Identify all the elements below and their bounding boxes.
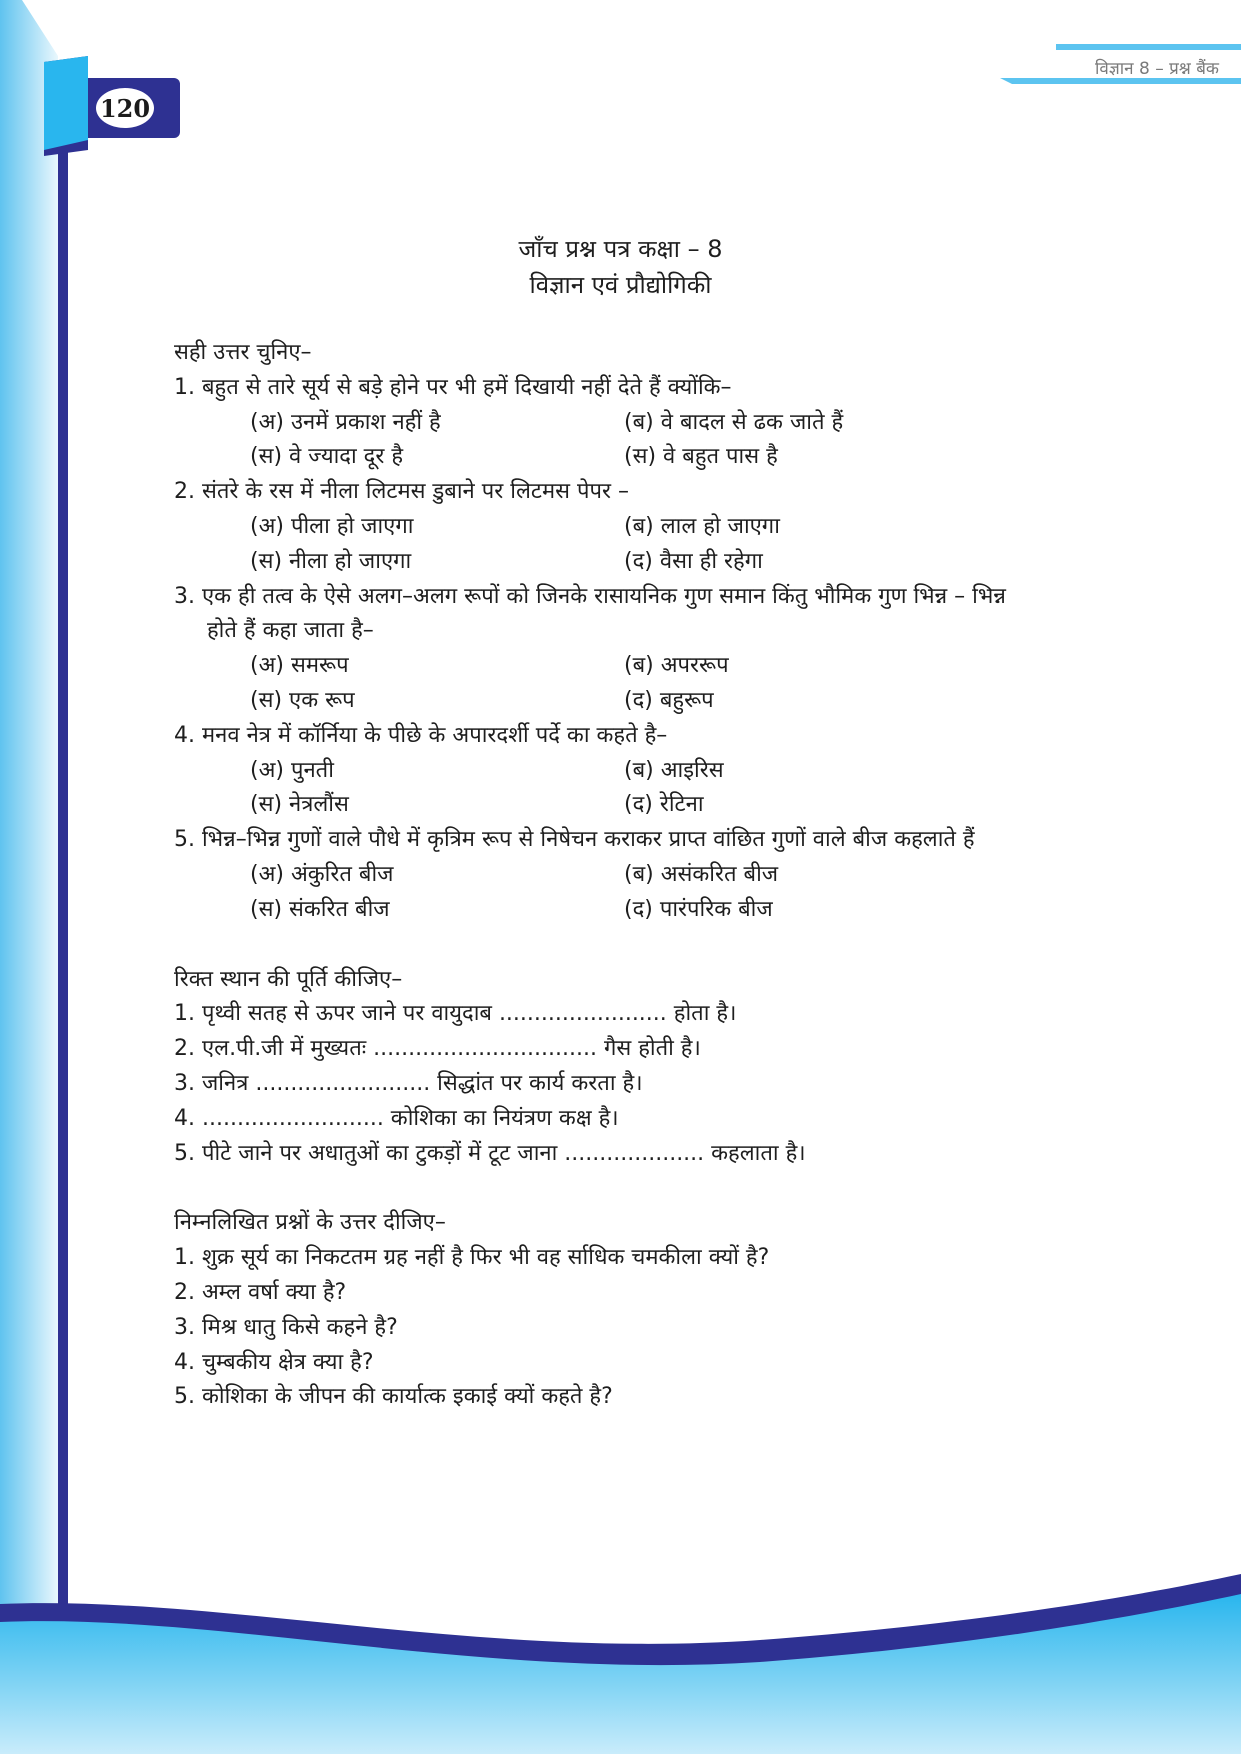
section-heading: सही उत्तर चुनिए–	[174, 340, 312, 365]
option-d: (द) वैसा ही रहेगा	[624, 548, 763, 574]
paper-subtitle: विज्ञान एवं प्रौद्योगिकी	[529, 271, 712, 299]
mcq-question-5	[174, 823, 1068, 927]
question-text: 2. संतरे के रस में नीला लिटमस डुबाने पर लिटमस पेपर –	[174, 479, 629, 505]
option-c: (स) एक रूप	[250, 687, 355, 713]
option-row	[174, 406, 1068, 441]
fill-blank-item: 2. एल.पी.जी में मुख्यतः ................................ गैस होती है।	[174, 1036, 701, 1062]
fill-blank-item: 5. पीटे जाने पर अधातुओं का टुकड़ों में टूट जाना .................... कहलाता है।	[174, 1140, 806, 1166]
fill-blanks-section	[174, 963, 1068, 1172]
option-c: (स) नेत्रलौंस	[250, 792, 349, 818]
mcq-question-1	[174, 371, 1068, 475]
mcq-question-3	[174, 580, 1068, 719]
option-c: (स) संकरित बीज	[250, 896, 390, 922]
fill-blank-item: 3. जनित्र ......................... सिद्धांत पर कार्य करता है।	[174, 1070, 643, 1096]
option-d: (द) पारंपरिक बीज	[624, 896, 773, 922]
mcq-question-4	[174, 719, 1068, 823]
option-row	[174, 858, 1068, 893]
running-header: विज्ञान 8 – प्रश्न बैंक	[1095, 59, 1219, 79]
question-text: 4. मनव नेत्र में कॉर्निया के पीछे के अपारदर्शी पर्दे का कहते है–	[174, 722, 668, 748]
short-answer-item: 3. मिश्र धातु किसे कहने है?	[174, 1314, 398, 1340]
option-a: (अ) पुनती	[250, 757, 334, 783]
short-answer-item: 2. अम्ल वर्षा क्या है?	[174, 1279, 347, 1305]
option-row	[174, 649, 1068, 684]
option-d: (स) वे बहुत पास है	[624, 444, 778, 470]
page-flag-front	[44, 56, 88, 150]
option-row	[174, 440, 1068, 475]
option-a: (अ) उनमें प्रकाश नहीं है	[250, 409, 441, 435]
option-a: (अ) पीला हो जाएगा	[250, 513, 414, 539]
question-text: 5. भिन्न–भिन्न गुणों वाले पौधे में कृत्रिम रूप से निषेचन कराकर प्राप्त वांछित गुणों वाले बीज कहलाते हैं	[174, 827, 975, 853]
section-heading: निम्नलिखित प्रश्नों के उत्तर दीजिए–	[174, 1210, 446, 1236]
short-answer-item: 1. शुक्र सूर्य का निकटतम ग्रह नहीं है फिर भी वह र्साधिक चमकीला क्यों है?	[174, 1245, 770, 1271]
option-row	[174, 788, 1068, 823]
fill-blank-item: 1. पृथ्वी सतह से ऊपर जाने पर वायुदाब ........................ होता है।	[174, 1001, 737, 1027]
option-a: (अ) अंकुरित बीज	[250, 861, 394, 887]
section-heading: रिक्त स्थान की पूर्ति कीजिए–	[174, 966, 403, 992]
header-stripe-top	[1056, 44, 1241, 50]
question-text-continued: होते हैं कहा जाता है–	[207, 618, 374, 644]
option-row	[174, 545, 1068, 580]
option-d: (द) बहुरूप	[624, 687, 714, 713]
option-b: (ब) वे बादल से ढक जाते हैं	[624, 409, 844, 435]
question-paper-body	[174, 336, 1068, 1415]
paper-title: जाँच प्रश्न पत्र कक्षा – 8	[518, 235, 723, 263]
option-row	[174, 893, 1068, 928]
mcq-section	[174, 336, 1068, 928]
fill-blank-item: 4. .......................... कोशिका का नियंत्रण कक्ष है।	[174, 1105, 619, 1131]
mcq-question-2	[174, 475, 1068, 579]
option-row	[174, 684, 1068, 719]
option-d: (द) रेटिना	[624, 792, 704, 818]
option-b: (ब) आइरिस	[624, 757, 724, 783]
option-c: (स) वे ज्यादा दूर है	[250, 444, 404, 470]
option-row	[174, 754, 1068, 789]
short-answer-item: 5. कोशिका के जीपन की कार्यात्क इकाई क्यों कहते है?	[174, 1384, 613, 1410]
page-number: 120	[96, 88, 154, 128]
option-c: (स) नीला हो जाएगा	[250, 548, 412, 574]
question-text: 1. बहुत से तारे सूर्य से बड़े होने पर भी हमें दिखायी नहीं देते हैं क्योंकि–	[174, 374, 732, 400]
question-text: 3. एक ही तत्व के ऐसे अलग–अलग रूपों को जिनके रासायनिक गुण समान किंतु भौमिक गुण भिन्न – भिन्न	[174, 583, 1006, 609]
option-a: (अ) समरूप	[250, 653, 349, 679]
short-answer-item: 4. चुम्बकीय क्षेत्र क्या है?	[174, 1349, 374, 1375]
short-answer-section	[174, 1206, 1068, 1415]
option-b: (ब) अपररूप	[624, 653, 729, 679]
option-b: (ब) असंकरित बीज	[624, 861, 779, 887]
option-row	[174, 510, 1068, 545]
option-b: (ब) लाल हो जाएगा	[624, 513, 780, 539]
